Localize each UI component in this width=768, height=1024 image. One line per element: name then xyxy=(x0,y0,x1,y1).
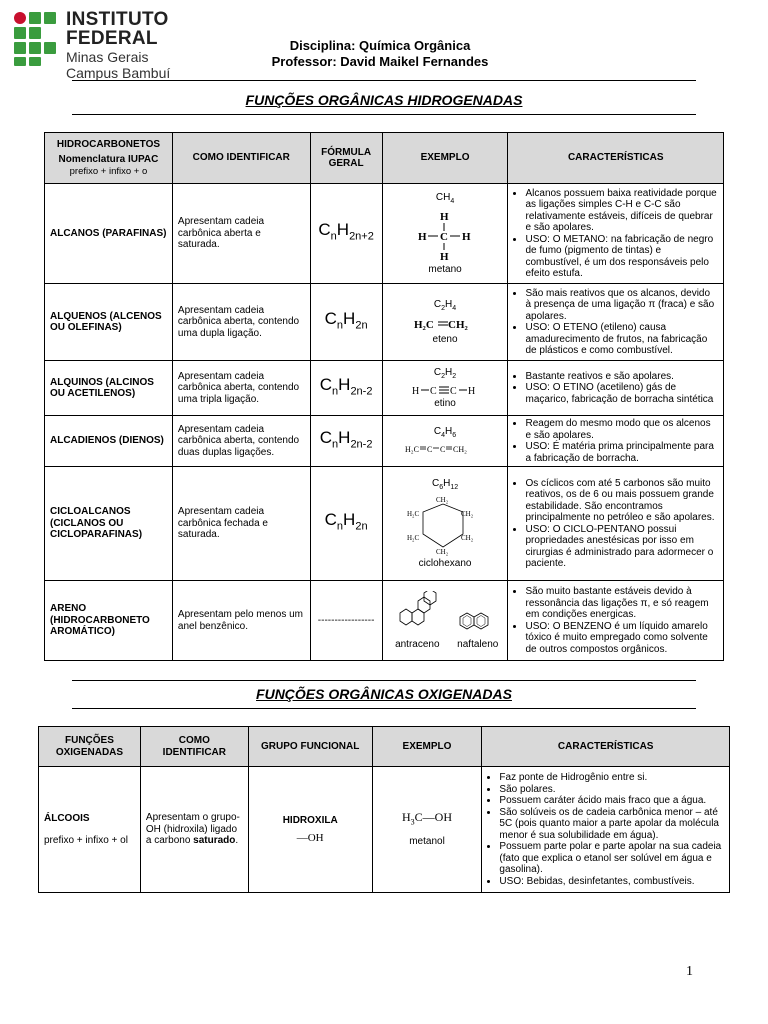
header-formula: FÓRMULA GERAL xyxy=(310,133,382,184)
example-name-2: naftaleno xyxy=(457,638,499,650)
general-formula: $C_nH_{2n-2}$ xyxy=(310,361,382,416)
svg-text:CH₂: CH₂ xyxy=(461,509,474,518)
svg-text:H₂C: H₂C xyxy=(414,319,434,331)
butadiene-structure-icon xyxy=(405,442,485,456)
svg-text:C: C xyxy=(450,386,457,397)
svg-text:CH₂: CH₂ xyxy=(461,533,474,542)
row-identify: Apresentam o grupo-OH (hidroxila) ligado a carbono saturado. xyxy=(140,767,248,893)
oxygenated-table xyxy=(38,726,730,893)
methane-structure-icon xyxy=(410,208,480,264)
svg-text:H₂C: H₂C xyxy=(407,509,420,518)
general-formula: $C_nH_{2n}$ xyxy=(310,284,382,361)
row-name: ALQUINOS (ALCINOS OU ACETILENOS) xyxy=(45,361,173,416)
hydrocarbons-table xyxy=(44,132,724,661)
svg-text:H: H xyxy=(418,230,427,243)
svg-text:CH₂: CH₂ xyxy=(448,319,468,331)
svg-text:H: H xyxy=(462,230,471,243)
anthracene-structure-icon xyxy=(390,591,444,635)
header-rule xyxy=(72,80,696,81)
table-row xyxy=(45,361,724,416)
row-name: ARENO (HIDROCARBONETO AROMÁTICO) xyxy=(45,581,173,661)
characteristics-cell: • Faz ponte de Hidrogênio entre si. • São polares. • Possuem caráter ácido mais fraco que a água. • São solúveis os de cadeia carbônica menor – até 5C (pois quanto maior a parte apolar da molécula menor é sua solubilidade em água). • Possuem parte polar e parte apolar na sua cadeia (fato que explica o etanol ser solúvel em água e gasolina). • USO: Bebidas, desinfetantes, combustíveis. xyxy=(482,767,730,893)
example-cell xyxy=(382,184,508,284)
row-name: CICLOALCANOS (CICLANOS OU CICLOPARAFINAS) xyxy=(45,467,173,581)
example-formula: $C_4H_6$ xyxy=(433,426,457,440)
general-formula: $C_nH_{2n}$ xyxy=(310,467,382,581)
section2-rule-bottom xyxy=(72,708,696,709)
functional-group-name: HIDROXILA xyxy=(282,815,338,826)
svg-text:H: H xyxy=(412,386,420,397)
row-name: ALCADIENOS (DIENOS) xyxy=(45,416,173,467)
institution-logo xyxy=(14,9,244,81)
example-cell xyxy=(382,361,508,416)
example-cell xyxy=(382,284,508,361)
characteristics-cell: • Bastante reativos e são apolares. • USO: O ETINO (acetileno) gás de maçarico, fabricação de borracha sintética xyxy=(508,361,724,416)
row-name: ALQUENOS (ALCENOS OU OLEFINAS) xyxy=(45,284,173,361)
svg-text:CH₂: CH₂ xyxy=(436,495,449,504)
row-identify: Apresentam cadeia carbônica aberta, contendo uma dupla ligação. xyxy=(172,284,310,361)
example-name: ciclohexano xyxy=(418,557,472,569)
example-name: etino xyxy=(434,398,456,409)
row-nomenclature: prefixo + infixo + ol xyxy=(44,834,128,846)
svg-text:H₂C: H₂C xyxy=(407,533,420,542)
row-name: ÁLCOOIS xyxy=(44,813,90,824)
example-formula: $C_2H_4$ xyxy=(433,298,457,312)
page-number: 1 xyxy=(686,964,693,979)
characteristics-cell: • Os cíclicos com até 5 carbonos são muito reativos, os de 6 ou mais possuem grande estabilidade. São encontramos principalmente no petróleo e são apolares. • USO: O CICLO-PENTANO possui propriedades anestésicas por isso em cirurgias é administrado para adormecer o paciente. xyxy=(508,467,724,581)
row-identify: Apresentam cadeia carbônica aberta, contendo duas duplas ligações. xyxy=(172,416,310,467)
characteristics-cell: • São mais reativos que os alcanos, devido à presença de uma ligação π (fraca) e são apolares. • USO: O ETENO (etileno) causa amadurecimento de frutos, na fabricação de plásticos e como combustível. xyxy=(508,284,724,361)
table-row xyxy=(45,467,724,581)
section1-rule xyxy=(72,114,696,115)
svg-text:C: C xyxy=(440,230,448,243)
characteristics-cell: • Reagem do mesmo modo que os alcenos e são apolares. • USO: É matéria prima principalmente para a fabricação de borracha. xyxy=(508,416,724,467)
table-row xyxy=(39,767,730,893)
characteristics-cell: • Alcanos possuem baixa reatividade porque as ligações simples C-H e C-C são relativamente estáveis, difíceis de quebrar e são apolares. • USO: O METANO: na fabricação de negro de fumo (pigmento de tintas) e combustível, é um dos responsáveis pelo efeito estufa. xyxy=(508,184,724,284)
row-identify: Apresentam pelo menos um anel benzênico. xyxy=(172,581,310,661)
example-formula: $C_2H_2$ xyxy=(433,366,457,380)
example-cell xyxy=(382,416,508,467)
row-name-cell xyxy=(39,767,141,893)
characteristics-cell: • São muito bastante estáveis devido à ressonância das ligações π, e só reagem em condições energicas. • USO: O BENZENO é um líquido amarelo tóxico é muito empregado como solvente de outros compostos orgânicos. xyxy=(508,581,724,661)
svg-text:H: H xyxy=(440,210,449,223)
section1-title: FUNÇÕES ORGÂNICAS HIDROGENADAS xyxy=(245,92,523,108)
logo-campus: Campus Bambuí xyxy=(66,65,171,81)
svg-text:C: C xyxy=(440,444,446,454)
ethyne-structure-icon xyxy=(410,382,480,398)
table-row xyxy=(45,416,724,467)
header-example: EXEMPLO xyxy=(382,133,508,184)
table-row xyxy=(45,284,724,361)
svg-text:C: C xyxy=(430,386,437,397)
header-identify: COMO IDENTIFICAR xyxy=(172,133,310,184)
general-formula: $C_nH_{2n+2}$ xyxy=(310,184,382,284)
header-example: EXEMPLO xyxy=(372,727,482,767)
naphthalene-structure-icon xyxy=(456,605,500,635)
svg-text:CH₂: CH₂ xyxy=(453,444,467,454)
example-formula: $H_3C—OH$ xyxy=(402,809,453,827)
ethene-structure-icon xyxy=(410,314,480,334)
logo-state: Minas Gerais xyxy=(66,49,149,65)
section2-title: FUNÇÕES ORGÂNICAS OXIGENADAS xyxy=(256,686,512,702)
professor-label: Professor: David Maikel Fernandes xyxy=(271,54,489,69)
row-identify: Apresentam cadeia carbônica fechada e saturada. xyxy=(172,467,310,581)
example-name: metanol xyxy=(409,835,445,847)
svg-text:H: H xyxy=(468,386,476,397)
section2-rule-top xyxy=(72,680,696,681)
table-row xyxy=(45,581,724,661)
functional-group-cell xyxy=(248,767,372,893)
svg-text:H₂C: H₂C xyxy=(405,444,419,454)
header-functions: FUNÇÕES OXIGENADAS xyxy=(39,727,141,767)
example-formula: $C_6H_{12}$ xyxy=(431,478,459,491)
document-header xyxy=(250,38,510,70)
functional-group-formula: —OH xyxy=(296,831,324,844)
svg-text:C: C xyxy=(427,444,433,454)
example-formula: $CH_4$ xyxy=(435,192,455,205)
example-cell xyxy=(382,467,508,581)
svg-text:H: H xyxy=(440,250,449,263)
logo-grid-icon xyxy=(14,12,60,68)
header-characteristics: CARACTERÍSTICAS xyxy=(482,727,730,767)
example-cell xyxy=(372,767,482,893)
example-cell xyxy=(382,581,508,661)
example-name: metano xyxy=(428,263,462,275)
example-name: antraceno xyxy=(395,638,440,650)
header-hydrocarbons: HIDROCARBONETOS Nomenclatura IUPAC prefixo + infixo + o xyxy=(45,133,173,184)
general-formula: ----------------- xyxy=(310,581,382,661)
cyclohexane-structure-icon xyxy=(405,494,485,558)
header-functional-group: GRUPO FUNCIONAL xyxy=(248,727,372,767)
example-name: eteno xyxy=(432,334,458,345)
general-formula: $C_nH_{2n-2}$ xyxy=(310,416,382,467)
header-identify: COMO IDENTIFICAR xyxy=(140,727,248,767)
row-identify: Apresentam cadeia carbônica aberta e saturada. xyxy=(172,184,310,284)
discipline-label: Disciplina: Química Orgânica xyxy=(289,38,471,53)
header-characteristics: CARACTERÍSTICAS xyxy=(508,133,724,184)
table-row xyxy=(45,184,724,284)
row-identify: Apresentam cadeia carbônica aberta, contendo uma tripla ligação. xyxy=(172,361,310,416)
svg-text:CH₂: CH₂ xyxy=(436,547,449,556)
logo-title: INSTITUTO FEDERAL xyxy=(66,9,169,49)
row-name: ALCANOS (PARAFINAS) xyxy=(45,184,173,284)
